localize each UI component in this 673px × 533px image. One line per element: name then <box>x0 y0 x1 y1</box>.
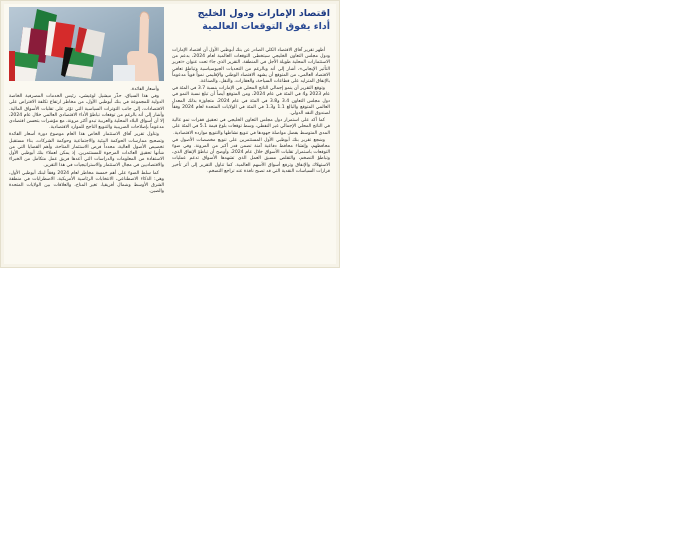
newspaper-clipping <box>0 0 340 268</box>
paragraph: وفي هذا السياق، حذّر ميشيل لوغيشي، رئيس الخدمات المصرفية الخاصة الدولية للمجموعة في بنك أبوظبي الأول، من مخاطر ارتفاع تكلفة الاقتراض على الاقتصادات، إلى جانب التوترات السياسية التي تؤثر على تقلبات الأسواق المالية. وأشار إلى أنه بالرغم من توقعات تباطؤ الأداء الاقتصادي العالمي خلال عام 2024، إلا أن أسواق البلاد المحلية والعربية تبدو أكثر مرونة، مع مؤشرات بتحسن اقتصادي مدعوماً بإصلاحات الضريبية والتنويع الناجح للموارد الاقتصادية. <box>9 94 164 131</box>
paragraph: كما أكد على استمرار دول مجلس التعاون الخليجي في تحقيق قفزات نمو عالية في الناتج المحلي الإجمالي غير النفطي، وسط توقعات بلوغ قيمة 5.1 في المئة على المدى المتوسط بفضل مواصلة جهودها في تنويع نشاطها والتنويع موارده الاقتصادية. <box>172 118 330 136</box>
paragraph: وتناول تقرير آفاق الاستثمار الخاص هذا العام موضوع دورة أسعار الفائدة وتصحيح ممارسات الحوكمة البيئية والاجتماعية وحوكمة الشركات، بناء مستقبل تخصيص الأصول العالية، محدداً فرص الاستثمار المتاحة، وأهم القضايا التي من شأنها تحقيق العائدات المرجوة للمستثمرين. إذ يمكن لعملاء بنك أبوظبي الأول الاستفادة من المعلومات والدراسات التي أعدها فريق عمل متكامل من الخبراء والاقتصاديين في مجال الاستثمار والاستراتيجيات في هذا التقرير. <box>9 132 164 169</box>
article-column-right <box>172 48 330 260</box>
paragraph: أظهر تقرير آفاق الاقتصاد الكلي الصادر عن بنك أبوظبي الأول أن اقتصاد الإمارات ودول مجلس التعاون الخليجي سيتخطى التوقعات العالمية لعام 2024، بدعم من الاستثمارات المحلية طويلة الأجل في المنطقة. التقرير الذي جاء تحت عنوان «تعزيز التأثير الإيجابي»، أشار إلى أنه وبالرغم من التحديات الجيوسياسية وتباطؤ تعافي الاقتصاد العالمي، من المتوقع أن يشهد الاقتصاد الوطني والإقليمي نمواً قوياً مدعوماً بالإنفاق المتزايد على قطاعات السياحة، والعقارات، والنقل، والصناعة. <box>172 48 330 85</box>
paragraph: وتوقع التقرير أن ينمو إجمالي الناتج المحلي في الإمارات بنسبة 3.7 في المئة في عام 2023 و4 في المئة في عام 2024، ومن المتوقع أيضاً أن تبلغ نسبة النمو في دول مجلس التعاون 3.4 و3.8 في المئة في عام 2024، متجاوزة بذلك المعدل العالمي المتوقع والبالغ 1.1 و1.3 في المئة في الولايات المتحدة لعام 2024 وفقاً لصندوق النقد الدولي. <box>172 86 330 117</box>
paragraph: وأسعار الفائدة. <box>130 87 159 92</box>
title-line-2: أداء يفوق التوقعات العالمية <box>202 21 330 32</box>
gcc-flags-hand-illustration <box>9 7 164 81</box>
article-photo <box>9 7 164 81</box>
article-title <box>170 7 330 33</box>
paragraph: وشجع تقرير بنك أبوظبي الأول المستثمرين على تنويع مخصصات الأصول في محافظهم، وإنشاء محافظ دفاعية آمنة تضمن قدر أكبر من المرونة. وفي ضوء التوقعات باستمرار تقلبات الأسواق خلال عام 2024، وأوضح أن تباطؤ الإنفاق الذي، وتباطؤ التضخم، والتقلص مسبق العمل الذي تشهدها الأسواق تدعم عمليات الاستهلاك والإنفاق وترفع أسواق الأسهم العالمية. كما تناول التقرير إلى أثر تأخير قرارات السياسات النقدية التي قد تصبح نافذة عند تراجع التضخم. <box>172 137 331 174</box>
article-column-left <box>9 87 164 262</box>
paragraph: كما سلط الضوء على أهم خمسة مخاطر لعام 2024 وفقاً لبنك أبوظبي الأول، وهي: الذكاء الاصطناعي، الانتخابات الرئاسية الأمريكية، الاضطرابات في منطقة الشرق الأوسط وشمال أفريقيا، تغير المناخ، والعلاقات بين الولايات المتحدة والصين. <box>9 170 164 195</box>
title-line-1: اقتصاد الإمارات ودول الخليج <box>197 8 330 19</box>
article <box>4 4 336 264</box>
